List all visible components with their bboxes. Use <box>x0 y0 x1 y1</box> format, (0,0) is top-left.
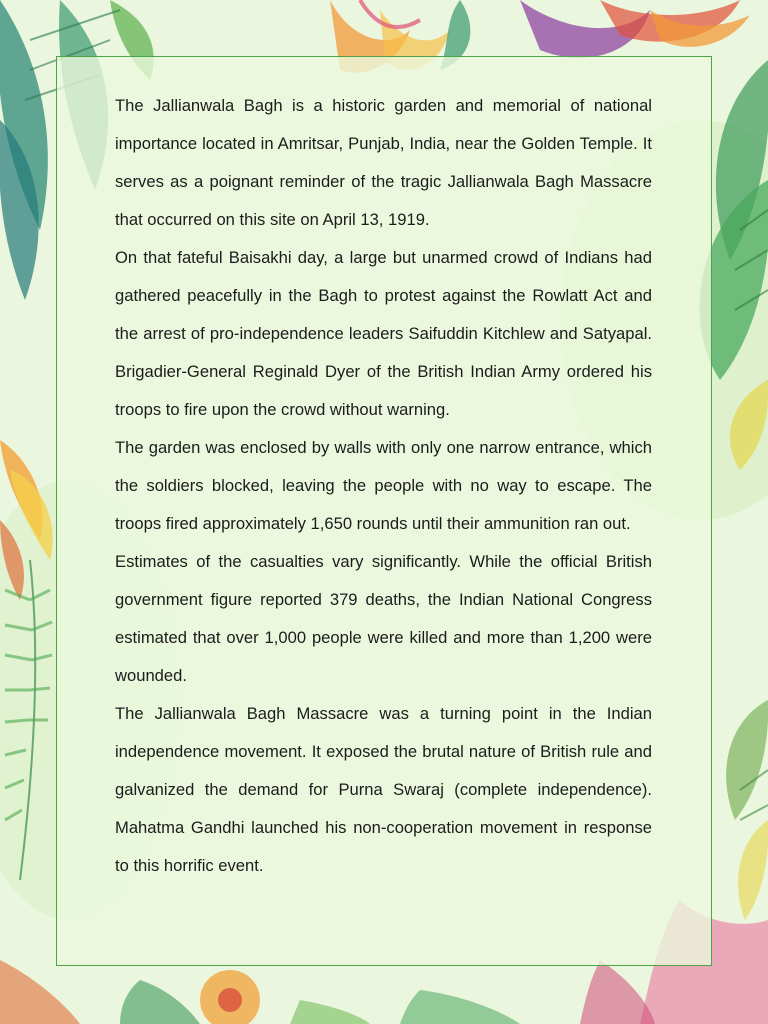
paragraph-turning-point: The Jallianwala Bagh Massacre was a turning point in the Indian independence movement. It exposed the brutal nature of British rule and galvanized the demand for Purna Swaraj (complete independence). Mahatma Gandhi launched his non-cooperation movement in response to this horrific event. <box>115 704 652 875</box>
paragraph-baisakhi-day: On that fateful Baisakhi day, a large but unarmed crowd of Indians had gathered peacefully in the Bagh to protest against the Rowlatt Act and the arrest of pro-independence leaders Saifuddin Kitchlew and Satyapal. Brigadier-General Reginald Dyer of the British Indian Army ordered his troops to fire upon the crowd without warning. <box>115 248 652 419</box>
paragraph-casualties: Estimates of the casualties vary significantly. While the official British government figure reported 379 deaths, the Indian National Congress estimated that over 1,000 people were killed and more than 1,200 were wounded. <box>115 552 652 685</box>
paragraph-intro: The Jallianwala Bagh is a historic garden and memorial of national importance located in Amritsar, Punjab, India, near the Golden Temple. It serves as a poignant reminder of the tragic Jallianwala Bagh Massacre that occurred on this site on April 13, 1919. <box>115 96 652 229</box>
document-body <box>115 87 652 885</box>
paragraph-enclosed-garden: The garden was enclosed by walls with only one narrow entrance, which the soldiers blocked, leaving the people with no way to escape. The troops fired approximately 1,650 rounds until their ammunition ran out. <box>115 438 652 533</box>
right-lower-leaves <box>726 700 768 920</box>
